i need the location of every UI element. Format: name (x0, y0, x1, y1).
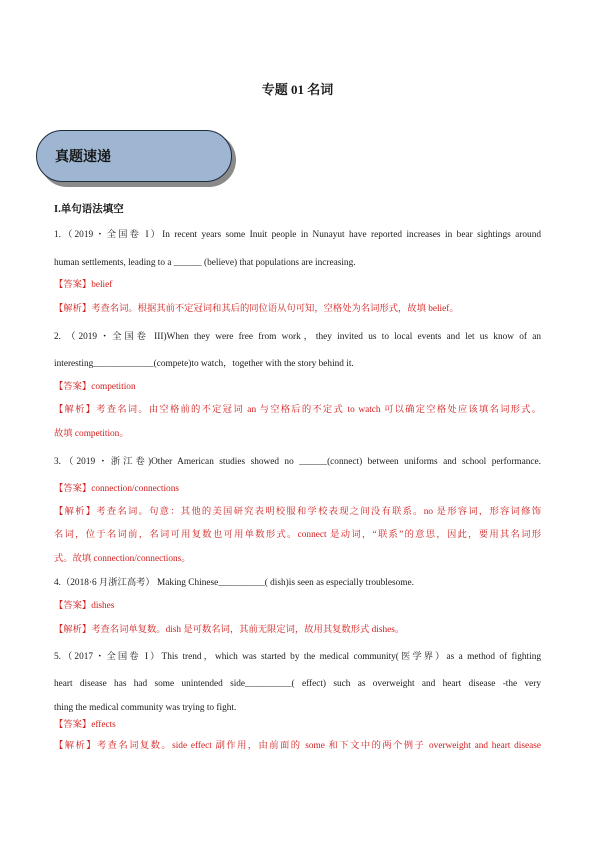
q5-analysis: 【解析】考查名词复数。side effect 副作用，由前面的 some 和下文中的两个例子 overweight and heart disease (54, 741, 541, 751)
q2-analysis-line1: 【解析】考查名词。由空格前的不定冠词 an 与空格后的不定式 to watch 可以确定空格处应该填名词形式。 (54, 405, 541, 415)
q3-analysis-line3: 式。故填 connection/connections。 (54, 554, 191, 564)
q4-answer: 【答案】dishes (54, 601, 115, 611)
q2-answer: 【答案】competition (54, 382, 136, 392)
q1-line2: human settlements, leading to a ______ (believe) that populations are increasing. (54, 258, 356, 268)
q2-line2: interesting_____________(compete)to watch，together with the story behind it. (54, 359, 354, 369)
q1-answer: 【答案】belief (54, 280, 113, 290)
page-title: 专题 01 名词 (261, 82, 334, 97)
q3-analysis-line1: 【解析】考查名词。句意：其他的美国研究表明校服和学校表现之间没有联系。no 是形容词，形容词修饰 (54, 507, 541, 517)
q5-answer: 【答案】effects (54, 720, 116, 730)
q2-line1: 2. （2019・全国卷 III)When they were free from work，they invited us to local events and let us know of an (54, 332, 541, 342)
q4-line1: 4.（2018·6 月浙江高考） Making Chinese__________( dish)is seen as especially troublesome. (54, 578, 414, 588)
q3-answer: 【答案】connection/connections (54, 484, 179, 494)
section-heading: I.单句语法填空 (54, 204, 124, 215)
q2-analysis-line2: 故填 competition。 (54, 429, 129, 439)
q3-analysis-line2: 名词，位于名词前，名词可用复数也可用单数形式。connect 是动词，“联系”的意思，因此，要用其名词形 (54, 530, 541, 540)
banner-label: 真题速递 (55, 149, 111, 165)
q1-line1: 1.（2019・全国卷 I）In recent years some Inuit people in Nunayut have reported increases in bear sightings around (54, 230, 541, 240)
q3-line1: 3.（2019・浙江卷)Other American studies showed no ______(connect) between uniforms and school performance. (54, 457, 541, 467)
section-banner (36, 130, 232, 182)
q5-line3: thing the medical community was trying to fight. (54, 703, 237, 713)
q4-analysis: 【解析】考查名词单复数。dish 是可数名词，其前无限定词，故用其复数形式 dishes。 (54, 625, 405, 635)
q5-line2: heart disease has had some unintended side__________( effect) such as overweight and heart disease -the very (54, 679, 541, 689)
q1-analysis: 【解析】考查名词。根据其前不定冠词和其后的同位语从句可知，空格处为名词形式，故填 belief。 (54, 304, 459, 314)
q5-line1: 5.（2017・全国卷 I）This trend，which was started by the medical community(医学界）as a method of fighting (54, 652, 541, 662)
